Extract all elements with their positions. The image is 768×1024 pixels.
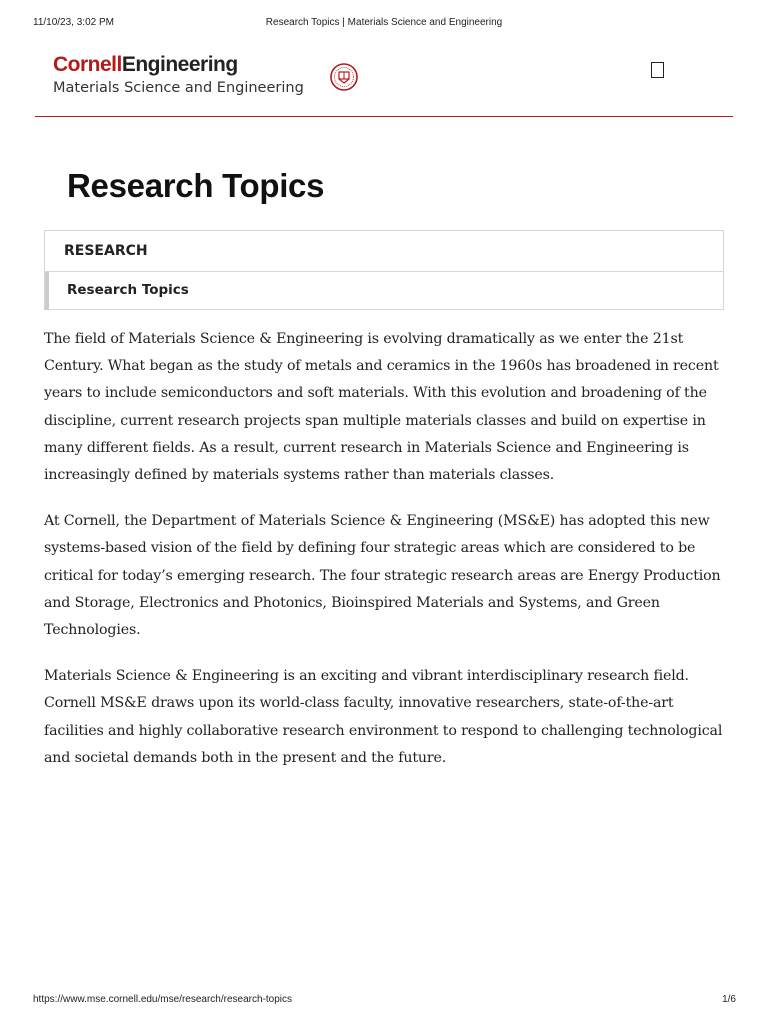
section-nav-heading[interactable]: RESEARCH [45, 231, 723, 272]
department-name: Materials Science and Engineering [53, 80, 304, 96]
site-logo-link[interactable] [53, 53, 304, 98]
print-url: https://www.mse.cornell.edu/mse/research/research-topics [33, 994, 292, 1005]
print-footer [0, 994, 768, 1008]
body-paragraph: The field of Materials Science & Engineering is evolving dramatically as we enter the 21st Century. What began as the study of metals and ceramics in the 1960s has broadened in recent years to include semiconductors and soft materials. With this evolution and broadening of the discipline, current research projects span multiple materials classes and build on expertise in many different fields. As a result, current research in Materials Science and Engineering is increasingly defined by materials systems rather than materials classes. [44, 331, 719, 484]
print-document-title: Research Topics | Materials Science and Engineering [265, 17, 503, 28]
print-datetime: 11/10/23, 3:02 PM [33, 17, 114, 28]
main-content [44, 326, 734, 791]
brand-cornell: Cornell [53, 53, 122, 76]
section-nav-item-research-topics[interactable]: Research Topics [45, 272, 723, 310]
page-indicator: 1/6 [722, 994, 736, 1005]
brand-engineering: Engineering [121, 53, 238, 76]
site-header [35, 52, 733, 117]
brand-wordmark [53, 53, 304, 77]
body-paragraph: At Cornell, the Department of Materials Science & Engineering (MS&E) has adopted this new systems-based vision of the field by defining four strategic areas which are considered to be critical for today’s emerging research. The four strategic research areas are Energy Production and Storage, Electronics and Photonics, Bioinspired Materials and Systems, and Green Technologies. [44, 513, 721, 639]
cornell-seal-icon [330, 63, 358, 91]
body-paragraph: Materials Science & Engineering is an exciting and vibrant interdisciplinary research field. Cornell MS&E draws upon its world-class faculty, innovative researchers, state-of-the-art facilities and highly collaborative research environment to respond to challenging technological and societal demands both in the present and the future. [44, 668, 723, 766]
page-title: Research Topics [67, 167, 325, 204]
menu-icon[interactable] [651, 62, 664, 78]
print-header [0, 17, 768, 31]
section-nav [44, 230, 724, 310]
